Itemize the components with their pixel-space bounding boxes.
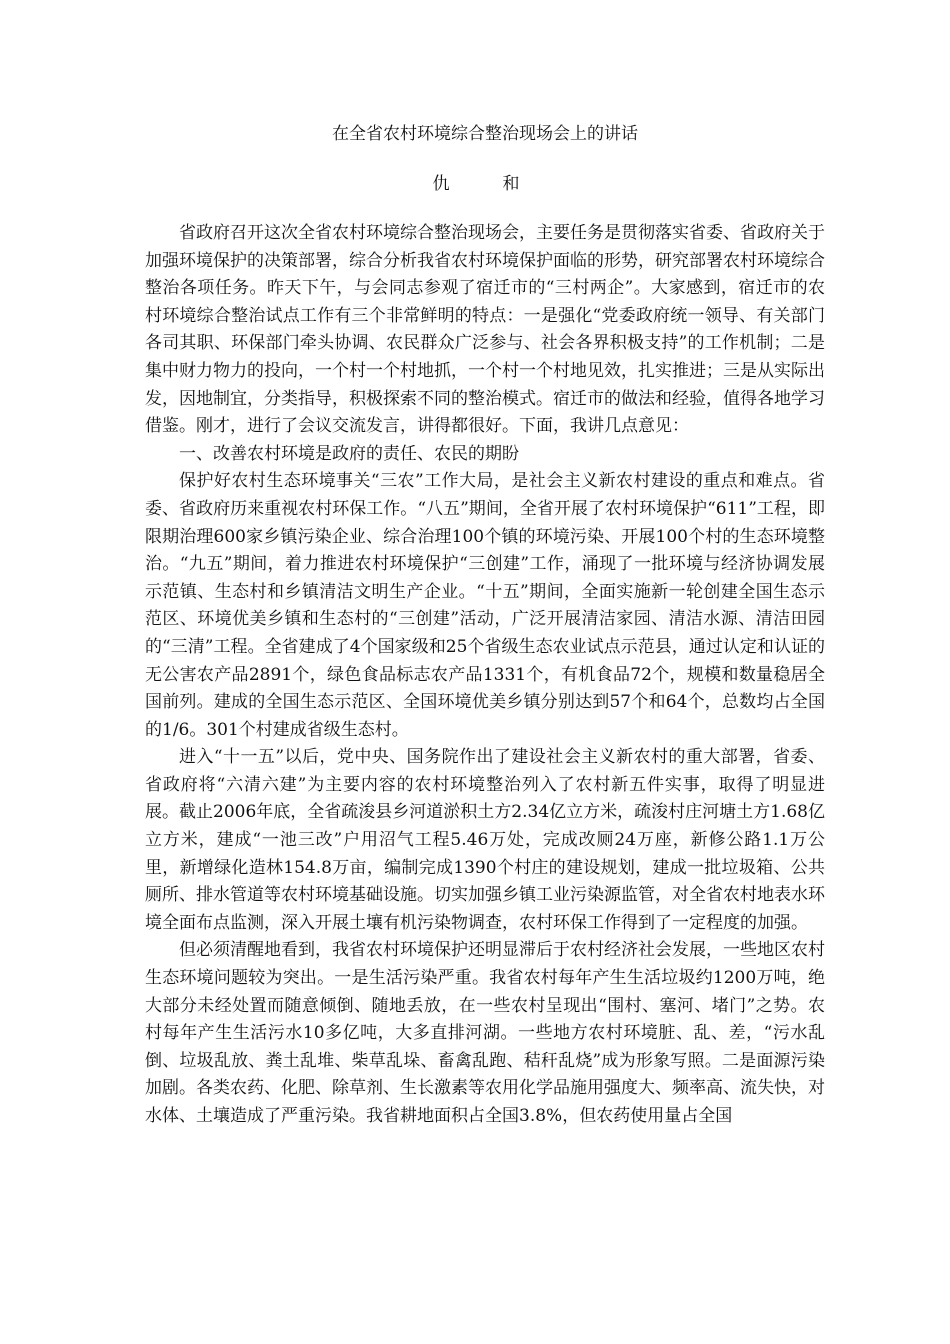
section-heading: 一、改善农村环境是政府的责任、农民的期盼 (179, 443, 519, 464)
document-page (145, 120, 825, 1131)
paragraph: 但必须清醒地看到，我省农村环境保护还明显滞后于农村经济社会发展，一些地区农村生态环境问题较为突出。一是生活污染严重。我省农村每年产生生活垃圾约1200万吨，绝大部分未经处置而随意倾倒、随地丢放，在一些农村呈现出“围村、塞河、堵门”之势。农村每年产生生活污水10多亿吨，大多直排河湖。一些地方农村环境脏、乱、差，“污水乱倒、垃圾乱放、粪土乱堆、柴草乱垛、畜禽乱跑、秸秆乱烧”成为形象写照。二是面源污染加剧。各类农药、化肥、除草剂、生长激素等农用化学品施用强度大、频率高、流失快，对水体、土壤造成了严重污染。我省耕地面积占全国3.8%，但农药使用量占全国 (145, 940, 825, 1126)
paragraph: 保护好农村生态环境事关“三农”工作大局，是社会主义新农村建设的重点和难点。省委、省政府历来重视农村环保工作。“八五”期间，全省开展了农村环境保护“611”工程，即限期治理600家乡镇污染企业、综合治理100个镇的环境污染、开展100个村的生态环境整治。“九五”期间，着力推进农村环境保护“三创建”工作，涌现了一批环境与经济协调发展示范镇、生态村和乡镇清洁文明生产企业。“十五”期间，全面实施新一轮创建全国生态示范区、环境优美乡镇和生态村的“三创建”活动，广泛开展清洁家园、清洁水源、清洁田园的“三清”工程。全省建成了4个国家级和25个省级生态农业试点示范县，通过认定和认证的无公害农产品2891个，绿色食品标志农产品1331个，有机食品72个，规模和数量稳居全国前列。建成的全国生态示范区、全国环境优美乡镇分别达到57个和64个，总数均占全国的1/6。301个村建成省级生态村。 (145, 471, 825, 740)
paragraph: 进入“十一五”以后，党中央、国务院作出了建设社会主义新农村的重大部署，省委、省政府将“六清六建”为主要内容的农村环境整治列入了农村新五件实事，取得了明显进展。截止2006年底，全省疏浚县乡河道淤积土方2.34亿立方米，疏浚村庄河塘土方1.68亿立方米，建成“一池三改”户用沼气工程5.46万处，完成改厕24万座，新修公路1.1万公里，新增绿化造林154.8万亩，编制完成1390个村庄的建设规划，建成一批垃圾箱、公共厕所、排水管道等农村环境基础设施。切实加强乡镇工业污染源监管，对全省农村地表水环境全面布点监测，深入开展土壤有机污染物调查，农村环保工作得到了一定程度的加强。 (145, 747, 825, 933)
paragraph: 省政府召开这次全省农村环境综合整治现场会，主要任务是贯彻落实省委、省政府关于加强环境保护的决策部署，综合分析我省农村环境保护面临的形势，研究部署农村环境综合整治各项任务。昨天下午，与会同志参观了宿迁市的“三村两企”。大家感到，宿迁市的农村环境综合整治试点工作有三个非常鲜明的特点：一是强化“党委政府统一领导、有关部门各司其职、环保部门牵头协调、农民群众广泛参与、社会各界积极支持”的工作机制；二是集中财力物力的投向，一个村一个村地抓，一个村一个村地见效，扎实推进；三是从实际出发，因地制宜，分类指导，积极探索不同的整治模式。宿迁市的做法和经验，值得各地学习借鉴。刚才，进行了会议交流发言，讲得都很好。下面，我讲几点意见： (145, 223, 825, 437)
document-title: 在全省农村环境综合整治现场会上的讲话 (332, 124, 638, 144)
document-author: 仇 和 (432, 174, 538, 194)
